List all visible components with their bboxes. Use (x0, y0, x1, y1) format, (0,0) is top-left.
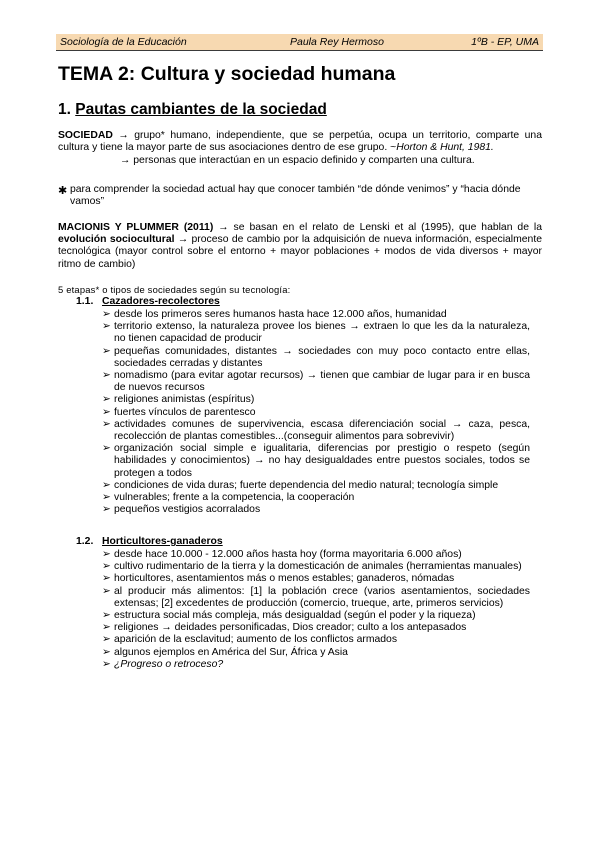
list-item-text: pequeñas comunidades, distantes → sociedades con muy poco contacto entre ellas, sociedades cerradas y distantes (114, 345, 530, 369)
sociedad-definition (58, 130, 542, 154)
bullet-arrow-icon: ➢ (102, 479, 111, 491)
list-item (102, 586, 530, 610)
bullet-arrow-icon: ➢ (102, 658, 111, 670)
sociedad-definition-2: → personas que interactúan en un espacio definido y comparten una cultura. (120, 155, 475, 166)
list-item-text: pequeños vestigios acorralados (114, 504, 261, 516)
list-item-text: actividades comunes de supervivencia, escasa diferenciación social → caza, pesca, recolección de plantas comestibles...(conseguir alimentos para sobrevivir) (114, 418, 530, 443)
asterisk-icon: ✱ (58, 185, 68, 197)
bullet-arrow-icon: ➢ (102, 370, 111, 382)
list-item (102, 492, 530, 504)
list-item (102, 659, 530, 671)
sociedad-term: SOCIEDAD (58, 130, 113, 141)
list-item (102, 647, 530, 659)
bullet-arrow-icon: ➢ (102, 309, 111, 320)
subsection-number: 1.2. (76, 536, 94, 547)
bullet-arrow-icon: ➢ (102, 622, 111, 634)
list-item (102, 443, 530, 480)
list-item-text: horticultores, asentamientos más o menos estables; ganaderos, nómadas (114, 573, 455, 585)
list-item (102, 407, 530, 419)
bullet-list (102, 309, 530, 516)
list-item-text: nomadismo (para evitar agotar recursos) → tienen que cambiar de lugar para ir en busca de nuevos recursos (114, 370, 530, 394)
bullet-arrow-icon: ➢ (102, 406, 111, 418)
bullet-arrow-icon: ➢ (102, 345, 111, 357)
list-item (102, 419, 530, 443)
list-item (102, 321, 530, 345)
list-item (102, 561, 530, 573)
section-number: 1. (58, 101, 76, 118)
list-item (102, 622, 530, 634)
bullet-arrow-icon: ➢ (102, 321, 111, 333)
list-item-text: algunos ejemplos en América del Sur, África y Asia (114, 646, 348, 658)
list-item-text: religiones → deidades personificadas, Dios creador; culto a los antepasados (114, 622, 467, 634)
subsection-title: Horticultores-ganaderos (102, 536, 223, 547)
bullet-arrow-icon: ➢ (102, 646, 111, 658)
list-item (102, 610, 530, 622)
macionis-text-2: → proceso de cambio por la adquisición de nueva información, especialmente tecnológica (mayor control sobre el entorno + mayor poblaciones + modos de vida diversos + mayor ritmo de cambio) (58, 234, 542, 270)
list-item-text: organización social simple e igualitaria, diferencias por prestigio o respeto (según habilidades y conocimientos) → no hay desigualdades entre puestos sociales, todos se protegen a todos (114, 443, 530, 479)
subsection-heading (76, 536, 223, 547)
macionis-paragraph (58, 222, 542, 271)
header-group: 1ºB - EP, UMA (471, 36, 539, 48)
list-item (102, 394, 530, 406)
list-item-text: territorio extenso, la naturaleza provee los bienes → extraen lo que les da la naturaleza, no tienen capacidad de producir (114, 321, 530, 345)
bullet-arrow-icon: ➢ (102, 549, 111, 560)
list-item-text: desde hace 10.000 - 12.000 años hasta hoy (forma mayoritaria 6.000 años) (114, 549, 462, 560)
list-item (102, 573, 530, 585)
list-item-text: vulnerables; frente a la competencia, la cooperación (114, 492, 355, 504)
list-item-text: estructura social más compleja, más desigualdad (según el poder y la riqueza) (114, 610, 476, 622)
section-title-text: Pautas cambiantes de la sociedad (75, 101, 327, 118)
subsection-heading (76, 296, 220, 307)
bullet-arrow-icon: ➢ (102, 561, 111, 573)
bullet-arrow-icon: ➢ (102, 418, 111, 430)
section-heading (58, 101, 327, 119)
note-text: para comprender la sociedad actual hay que conocer también “de dónde venimos” y “hacia dónde vamos” (70, 184, 521, 208)
list-item-text: fuertes vínculos de parentesco (114, 406, 256, 418)
stages-intro: 5 etapas* o tipos de sociedades según su tecnología: (58, 284, 291, 295)
macionis-text-1: → se basan en el relato de Lenski et al (1995), que hablan de la (213, 222, 542, 233)
bullet-list (102, 549, 530, 671)
list-item (102, 346, 530, 370)
list-item-text: aparición de la esclavitud; aumento de los conflictos armados (114, 634, 398, 646)
page-title: TEMA 2: Cultura y sociedad humana (58, 63, 396, 85)
macionis-authors: MACIONIS Y PLUMMER (2011) (58, 222, 214, 233)
bullet-arrow-icon: ➢ (102, 585, 111, 597)
bullet-arrow-icon: ➢ (102, 394, 111, 406)
subsection-number: 1.1. (76, 296, 94, 307)
list-item (102, 370, 530, 394)
list-item-text: cultivo rudimentario de la tierra y la domesticación de animales (herramientas manuales) (114, 561, 522, 573)
list-item (102, 634, 530, 646)
bullet-arrow-icon: ➢ (102, 443, 111, 455)
bullet-arrow-icon: ➢ (102, 504, 111, 516)
header-course: Sociología de la Educación (60, 36, 187, 48)
list-item (102, 504, 530, 516)
list-item (102, 309, 530, 321)
list-item-text: condiciones de vida duras; fuerte dependencia del medio natural; tecnología simple (114, 479, 499, 491)
list-item-text: ¿Progreso o retroceso? (114, 658, 224, 670)
list-item (102, 549, 530, 561)
running-header (56, 34, 543, 51)
sociedad-citation: Horton & Hunt, 1981. (396, 142, 494, 154)
list-item (102, 480, 530, 492)
header-author: Paula Rey Hermoso (290, 36, 384, 48)
macionis-term: evolución sociocultural (58, 234, 175, 246)
bullet-arrow-icon: ➢ (102, 610, 111, 622)
list-item-text: al producir más alimentos: [1] la población crece (varios asentamientos, sociedades extensas; [2] excedentes de producción (comercio, trueque, arte, primeros servicios) (114, 585, 530, 609)
sociedad-definition-text: → grupo* humano, independiente, que se perpetúa, ocupa un territorio, comparte una cultura y tiene la mayor parte de sus asociaciones dentro de ese grupo. ~ (58, 130, 542, 154)
list-item-text: desde los primeros seres humanos hasta hace 12.000 años, humanidad (114, 309, 447, 320)
bullet-arrow-icon: ➢ (102, 492, 111, 504)
bullet-arrow-icon: ➢ (102, 573, 111, 585)
bullet-arrow-icon: ➢ (102, 634, 111, 646)
subsection-title: Cazadores-recolectores (102, 296, 220, 307)
list-item-text: religiones animistas (espíritus) (114, 394, 255, 406)
